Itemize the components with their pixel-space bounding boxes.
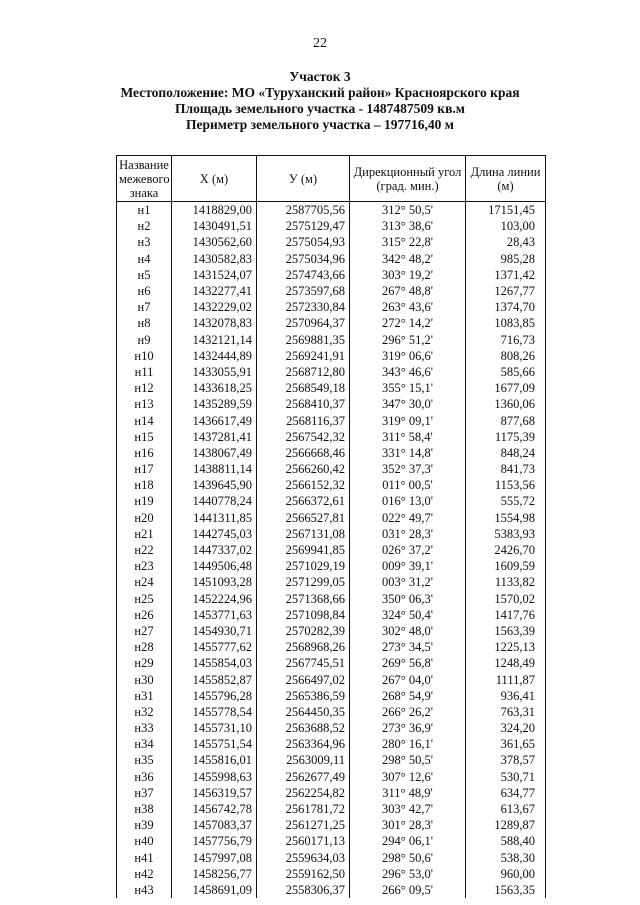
cell-x: 1451093,28 (172, 574, 257, 590)
cell-length: 1570,02 (466, 591, 546, 607)
cell-y: 2559162,50 (257, 866, 350, 882)
cell-y: 2567745,51 (257, 655, 350, 671)
table-row (117, 655, 546, 671)
cell-y: 2558306,37 (257, 882, 350, 898)
table-row (117, 364, 546, 380)
cell-y: 2566527,81 (257, 510, 350, 526)
cell-length: 1563,35 (466, 882, 546, 898)
table-row (117, 882, 546, 898)
cell-length: 1360,06 (466, 396, 546, 412)
cell-y: 2567542,32 (257, 429, 350, 445)
cell-y: 2563009,11 (257, 752, 350, 768)
cell-length: 17151,45 (466, 202, 546, 219)
cell-x: 1430491,51 (172, 218, 257, 234)
cell-name: н11 (117, 364, 172, 380)
cell-name: н33 (117, 720, 172, 736)
cell-bearing: 355° 15,1' (350, 380, 466, 396)
cell-x: 1455816,01 (172, 752, 257, 768)
cell-bearing: 331° 14,8' (350, 445, 466, 461)
cell-y: 2575034,96 (257, 251, 350, 267)
cell-y: 2566152,32 (257, 477, 350, 493)
cell-y: 2562677,49 (257, 769, 350, 785)
parcel-title: Участок 3 (289, 69, 351, 84)
cell-y: 2587705,56 (257, 202, 350, 219)
cell-name: н5 (117, 267, 172, 283)
cell-name: н10 (117, 348, 172, 364)
cell-y: 2571029,19 (257, 558, 350, 574)
cell-x: 1457756,79 (172, 833, 257, 849)
cell-length: 1677,09 (466, 380, 546, 396)
cell-name: н6 (117, 283, 172, 299)
cell-y: 2563688,52 (257, 720, 350, 736)
cell-bearing: 272° 14,2' (350, 315, 466, 331)
table-row (117, 688, 546, 704)
table-row (117, 251, 546, 267)
cell-name: н26 (117, 607, 172, 623)
cell-bearing: 350° 06,3' (350, 591, 466, 607)
cell-length: 588,40 (466, 833, 546, 849)
cell-x: 1433618,25 (172, 380, 257, 396)
cell-x: 1435289,59 (172, 396, 257, 412)
cell-length: 841,73 (466, 461, 546, 477)
cell-bearing: 303° 42,7' (350, 801, 466, 817)
cell-x: 1437281,41 (172, 429, 257, 445)
cell-length: 585,66 (466, 364, 546, 380)
cell-bearing: 312° 50,5' (350, 202, 466, 219)
cell-length: 1248,49 (466, 655, 546, 671)
cell-name: н20 (117, 510, 172, 526)
table-row (117, 801, 546, 817)
cell-y: 2563364,96 (257, 736, 350, 752)
cell-length: 1289,87 (466, 817, 546, 833)
cell-bearing: 298° 50,6' (350, 850, 466, 866)
cell-length: 538,30 (466, 850, 546, 866)
cell-y: 2569881,35 (257, 332, 350, 348)
table-row (117, 461, 546, 477)
cell-x: 1439645,90 (172, 477, 257, 493)
cell-bearing: 347° 30,0' (350, 396, 466, 412)
cell-x: 1430562,60 (172, 234, 257, 250)
cell-name: н22 (117, 542, 172, 558)
cell-x: 1432229,02 (172, 299, 257, 315)
cell-y: 2566668,46 (257, 445, 350, 461)
table-row (117, 671, 546, 687)
cell-length: 324,20 (466, 720, 546, 736)
cell-x: 1432444,89 (172, 348, 257, 364)
parcel-location: Местоположение: МО «Туруханский район» Красноярского края (120, 85, 520, 100)
table-row (117, 574, 546, 590)
table-row (117, 542, 546, 558)
cell-name: н14 (117, 412, 172, 428)
cell-name: н7 (117, 299, 172, 315)
table-row (117, 785, 546, 801)
cell-y: 2568549,18 (257, 380, 350, 396)
cell-bearing: 022° 49,7' (350, 510, 466, 526)
cell-x: 1454930,71 (172, 623, 257, 639)
cell-bearing: 026° 37,2' (350, 542, 466, 558)
cell-length: 103,00 (466, 218, 546, 234)
cell-y: 2566260,42 (257, 461, 350, 477)
cell-x: 1455777,62 (172, 639, 257, 655)
cell-y: 2572330,84 (257, 299, 350, 315)
cell-y: 2560171,13 (257, 833, 350, 849)
cell-x: 1418829,00 (172, 202, 257, 219)
cell-bearing: 352° 37,3' (350, 461, 466, 477)
cell-length: 555,72 (466, 493, 546, 509)
cell-name: н31 (117, 688, 172, 704)
cell-length: 1175,39 (466, 429, 546, 445)
table-row (117, 396, 546, 412)
cell-y: 2561271,25 (257, 817, 350, 833)
cell-x: 1449506,48 (172, 558, 257, 574)
cell-length: 848,24 (466, 445, 546, 461)
cell-x: 1441311,85 (172, 510, 257, 526)
cell-name: н36 (117, 769, 172, 785)
cell-bearing: 343° 46,6' (350, 364, 466, 380)
cell-length: 361,65 (466, 736, 546, 752)
table-row (117, 720, 546, 736)
cell-x: 1455751,54 (172, 736, 257, 752)
table-row (117, 332, 546, 348)
cell-length: 1374,70 (466, 299, 546, 315)
cell-bearing: 313° 38,6' (350, 218, 466, 234)
cell-bearing: 311° 48,9' (350, 785, 466, 801)
cell-name: н27 (117, 623, 172, 639)
cell-x: 1457083,37 (172, 817, 257, 833)
cell-length: 960,00 (466, 866, 546, 882)
cell-y: 2567131,08 (257, 526, 350, 542)
table-row (117, 639, 546, 655)
cell-name: н43 (117, 882, 172, 898)
cell-y: 2561781,72 (257, 801, 350, 817)
cell-y: 2568968,26 (257, 639, 350, 655)
cell-name: н30 (117, 671, 172, 687)
cell-y: 2571299,05 (257, 574, 350, 590)
cell-length: 763,31 (466, 704, 546, 720)
cell-length: 5383,93 (466, 526, 546, 542)
cell-length: 1133,82 (466, 574, 546, 590)
cell-name: н35 (117, 752, 172, 768)
cell-length: 1111,87 (466, 671, 546, 687)
header-bearing: Дирекционный угол (град. мин.) (350, 156, 466, 202)
cell-y: 2566497,02 (257, 671, 350, 687)
table-row (117, 752, 546, 768)
table-row (117, 591, 546, 607)
cell-bearing: 315° 22,8' (350, 234, 466, 250)
cell-length: 530,71 (466, 769, 546, 785)
table-row (117, 283, 546, 299)
parcel-area: Площадь земельного участка - 1487487509 кв.м (175, 101, 465, 116)
cell-length: 936,41 (466, 688, 546, 704)
cell-y: 2570964,37 (257, 315, 350, 331)
table-row (117, 526, 546, 542)
parcel-header (0, 69, 640, 133)
boundary-points-table (116, 155, 546, 898)
cell-name: н9 (117, 332, 172, 348)
cell-y: 2570282,39 (257, 623, 350, 639)
table-row (117, 558, 546, 574)
cell-x: 1455796,28 (172, 688, 257, 704)
cell-x: 1432277,41 (172, 283, 257, 299)
cell-x: 1455731,10 (172, 720, 257, 736)
table-row (117, 833, 546, 849)
cell-length: 985,28 (466, 251, 546, 267)
cell-y: 2564450,35 (257, 704, 350, 720)
cell-name: н29 (117, 655, 172, 671)
table-row (117, 429, 546, 445)
cell-y: 2575054,93 (257, 234, 350, 250)
table-row (117, 850, 546, 866)
cell-y: 2565386,59 (257, 688, 350, 704)
cell-length: 1267,77 (466, 283, 546, 299)
cell-x: 1452224,96 (172, 591, 257, 607)
cell-length: 1225,13 (466, 639, 546, 655)
table-row (117, 315, 546, 331)
table-row (117, 445, 546, 461)
cell-length: 634,77 (466, 785, 546, 801)
cell-length: 1417,76 (466, 607, 546, 623)
cell-bearing: 307° 12,6' (350, 769, 466, 785)
cell-x: 1455852,87 (172, 671, 257, 687)
header-name: Название межевого знака (117, 156, 172, 202)
cell-x: 1453771,63 (172, 607, 257, 623)
cell-x: 1457997,08 (172, 850, 257, 866)
table-row (117, 380, 546, 396)
cell-length: 1083,85 (466, 315, 546, 331)
cell-bearing: 296° 51,2' (350, 332, 466, 348)
table-header-row (117, 156, 546, 202)
page-number: 22 (313, 36, 327, 51)
cell-bearing: 009° 39,1' (350, 558, 466, 574)
cell-bearing: 302° 48,0' (350, 623, 466, 639)
cell-y: 2559634,03 (257, 850, 350, 866)
header-x: X (м) (172, 156, 257, 202)
cell-length: 877,68 (466, 412, 546, 428)
cell-bearing: 011° 00,5' (350, 477, 466, 493)
header-y: У (м) (257, 156, 350, 202)
cell-bearing: 319° 09,1' (350, 412, 466, 428)
cell-bearing: 266° 26,2' (350, 704, 466, 720)
cell-y: 2568410,37 (257, 396, 350, 412)
cell-x: 1455778,54 (172, 704, 257, 720)
cell-length: 613,67 (466, 801, 546, 817)
cell-bearing: 324° 50,4' (350, 607, 466, 623)
cell-bearing: 273° 34,5' (350, 639, 466, 655)
cell-bearing: 311° 58,4' (350, 429, 466, 445)
table-row (117, 348, 546, 364)
cell-x: 1447337,02 (172, 542, 257, 558)
table-row (117, 736, 546, 752)
cell-bearing: 268° 54,9' (350, 688, 466, 704)
cell-bearing: 301° 28,3' (350, 817, 466, 833)
cell-name: н21 (117, 526, 172, 542)
cell-name: н4 (117, 251, 172, 267)
cell-length: 1371,42 (466, 267, 546, 283)
cell-length: 716,73 (466, 332, 546, 348)
cell-name: н42 (117, 866, 172, 882)
table-row (117, 267, 546, 283)
table-body (117, 202, 546, 899)
cell-name: н18 (117, 477, 172, 493)
cell-x: 1458691,09 (172, 882, 257, 898)
cell-bearing: 267° 48,8' (350, 283, 466, 299)
cell-bearing: 303° 19,2' (350, 267, 466, 283)
cell-bearing: 342° 48,2' (350, 251, 466, 267)
table-row (117, 866, 546, 882)
cell-name: н2 (117, 218, 172, 234)
cell-length: 2426,70 (466, 542, 546, 558)
cell-x: 1432078,83 (172, 315, 257, 331)
cell-x: 1432121,14 (172, 332, 257, 348)
table-row (117, 817, 546, 833)
cell-bearing: 298° 50,5' (350, 752, 466, 768)
cell-name: н8 (117, 315, 172, 331)
table-row (117, 234, 546, 250)
cell-bearing: 296° 53,0' (350, 866, 466, 882)
cell-x: 1436617,49 (172, 412, 257, 428)
cell-x: 1442745,03 (172, 526, 257, 542)
cell-name: н37 (117, 785, 172, 801)
cell-bearing: 031° 28,3' (350, 526, 466, 542)
table-row (117, 202, 546, 219)
cell-length: 808,26 (466, 348, 546, 364)
cell-bearing: 263° 43,6' (350, 299, 466, 315)
cell-x: 1440778,24 (172, 493, 257, 509)
table-row (117, 493, 546, 509)
cell-name: н1 (117, 202, 172, 219)
cell-bearing: 319° 06,6' (350, 348, 466, 364)
parcel-perimeter: Периметр земельного участка – 197716,40 м (186, 117, 454, 132)
cell-y: 2568116,37 (257, 412, 350, 428)
cell-bearing: 294° 06,1' (350, 833, 466, 849)
table-row (117, 218, 546, 234)
cell-x: 1431524,07 (172, 267, 257, 283)
cell-y: 2569941,85 (257, 542, 350, 558)
table-row (117, 510, 546, 526)
table-row (117, 607, 546, 623)
table-row (117, 623, 546, 639)
cell-name: н41 (117, 850, 172, 866)
cell-bearing: 267° 04,0' (350, 671, 466, 687)
cell-y: 2571098,84 (257, 607, 350, 623)
cell-length: 378,57 (466, 752, 546, 768)
cell-name: н13 (117, 396, 172, 412)
cell-y: 2566372,61 (257, 493, 350, 509)
cell-name: н39 (117, 817, 172, 833)
cell-name: н32 (117, 704, 172, 720)
cell-length: 28,43 (466, 234, 546, 250)
cell-x: 1438067,49 (172, 445, 257, 461)
table-row (117, 477, 546, 493)
cell-bearing: 266° 09,5' (350, 882, 466, 898)
cell-y: 2575129,47 (257, 218, 350, 234)
cell-name: н3 (117, 234, 172, 250)
cell-y: 2568712,80 (257, 364, 350, 380)
cell-bearing: 273° 36,9' (350, 720, 466, 736)
cell-length: 1563,39 (466, 623, 546, 639)
cell-length: 1609,59 (466, 558, 546, 574)
cell-y: 2562254,82 (257, 785, 350, 801)
cell-name: н38 (117, 801, 172, 817)
cell-y: 2569241,91 (257, 348, 350, 364)
cell-length: 1153,56 (466, 477, 546, 493)
cell-x: 1456742,78 (172, 801, 257, 817)
cell-bearing: 016° 13,0' (350, 493, 466, 509)
cell-name: н23 (117, 558, 172, 574)
cell-bearing: 269° 56,8' (350, 655, 466, 671)
cell-name: н25 (117, 591, 172, 607)
cell-name: н19 (117, 493, 172, 509)
cell-x: 1455854,03 (172, 655, 257, 671)
cell-name: н24 (117, 574, 172, 590)
cell-length: 1554,98 (466, 510, 546, 526)
cell-bearing: 003° 31,2' (350, 574, 466, 590)
cell-x: 1438811,14 (172, 461, 257, 477)
cell-x: 1433055,91 (172, 364, 257, 380)
cell-x: 1455998,63 (172, 769, 257, 785)
cell-name: н17 (117, 461, 172, 477)
cell-y: 2573597,68 (257, 283, 350, 299)
cell-x: 1430582,83 (172, 251, 257, 267)
cell-name: н28 (117, 639, 172, 655)
cell-y: 2574743,66 (257, 267, 350, 283)
cell-x: 1458256,77 (172, 866, 257, 882)
cell-y: 2571368,66 (257, 591, 350, 607)
cell-name: н34 (117, 736, 172, 752)
table-row (117, 769, 546, 785)
cell-name: н40 (117, 833, 172, 849)
table-row (117, 412, 546, 428)
table-row (117, 299, 546, 315)
cell-name: н16 (117, 445, 172, 461)
cell-name: н12 (117, 380, 172, 396)
header-length: Длина линии (м) (466, 156, 546, 202)
cell-bearing: 280° 16,1' (350, 736, 466, 752)
cell-x: 1456319,57 (172, 785, 257, 801)
cell-name: н15 (117, 429, 172, 445)
table-row (117, 704, 546, 720)
